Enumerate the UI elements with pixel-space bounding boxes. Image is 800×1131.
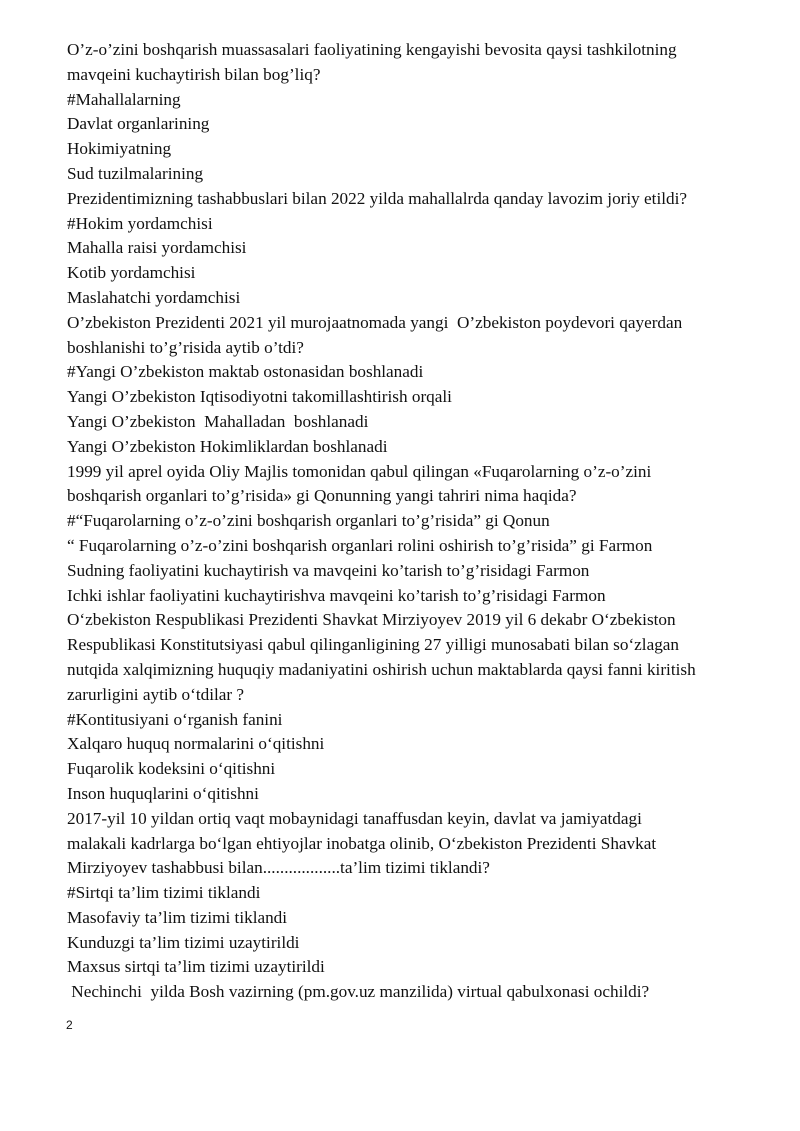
document-body — [67, 38, 767, 1005]
question-text: nutqida xalqimizning huquqiy madaniyatini oshirish uchun maktablarda qaysi fanni kiritish — [67, 659, 696, 679]
answer-option: Kotib yordamchisi — [67, 263, 196, 283]
answer-option: Yangi O’zbekiston Mahalladan boshlanadi — [67, 411, 369, 431]
answer-option: Xalqaro huquq normalarini o‘qitishni — [67, 734, 325, 754]
question-text: malakali kadrlarga bo‘lgan ehtiyojlar inobatga olinib, O‘zbekiston Prezidenti Shavkat — [67, 833, 657, 853]
answer-option: Inson huquqlarini o‘qitishni — [67, 783, 259, 803]
answer-option: Kunduzgi ta’lim tizimi uzaytirildi — [67, 932, 300, 952]
question-text: 2017-yil 10 yildan ortiq vaqt mobaynidagi tanaffusdan keyin, davlat va jamiyatdagi — [67, 808, 642, 828]
answer-option: Davlat organlarining — [67, 114, 210, 134]
answer-option: Maxsus sirtqi ta’lim tizimi uzaytirildi — [67, 957, 325, 977]
question-text: zarurligini aytib o‘tdilar ? — [67, 684, 245, 704]
answer-option: Fuqarolik kodeksini o‘qitishni — [67, 759, 276, 779]
answer-option: Yangi O’zbekiston Hokimliklardan boshlanadi — [67, 436, 388, 456]
correct-answer: #Hokim yordamchisi — [67, 213, 213, 233]
correct-answer: #“Fuqarolarning o’z-o’zini boshqarish organlari to’g’risida” gi Qonun — [67, 511, 550, 531]
answer-option: Ichki ishlar faoliyatini kuchaytirishva mavqeini ko’tarish to’g’risidagi Farmon — [67, 585, 606, 605]
question-text: Prezidentimizning tashabbuslari bilan 2022 yilda mahallalrda qanday lavozim joriy etildi? — [67, 188, 688, 208]
correct-answer: #Sirtqi ta’lim tizimi tiklandi — [67, 883, 261, 903]
answer-option: Hokimiyatning — [67, 139, 172, 159]
correct-answer: #Mahallalarning — [67, 89, 181, 109]
page-number: 2 — [66, 1018, 73, 1032]
question-text: Nechinchi yilda Bosh vazirning (pm.gov.uz manzilida) virtual qabulxonasi ochildi? — [67, 982, 650, 1002]
answer-option: Maslahatchi yordamchisi — [67, 287, 241, 307]
answer-option: Sudning faoliyatini kuchaytirish va mavqeini ko’tarish to’g’risidagi Farmon — [67, 560, 590, 580]
answer-option: Sud tuzilmalarining — [67, 163, 204, 183]
question-text: O‘zbekiston Respublikasi Prezidenti Shavkat Mirziyoyev 2019 yil 6 dekabr O‘zbekiston — [67, 610, 676, 630]
question-text: 1999 yil aprel oyida Oliy Majlis tomonidan qabul qilingan «Fuqarolarning o’z-o’zini — [67, 461, 652, 481]
question-text: O’z-o’zini boshqarish muassasalari faoliyatining kengayishi bevosita qaysi tashkilotning — [67, 40, 677, 59]
correct-answer: #Yangi O’zbekiston maktab ostonasidan boshlanadi — [67, 362, 424, 382]
answer-option: “ Fuqarolarning o’z-o’zini boshqarish organlari rolini oshirish to’g’risida” gi Farmon — [67, 535, 653, 555]
question-text: boshqarish organlari to’g’risida» gi Qonunning yangi tahriri nima haqida? — [67, 486, 577, 506]
question-text: O’zbekiston Prezidenti 2021 yil murojaatnomada yangi O’zbekiston poydevori qayerdan — [67, 312, 683, 332]
answer-option: Masofaviy ta’lim tizimi tiklandi — [67, 907, 288, 927]
correct-answer: #Kontitusiyani o‘rganish fanini — [67, 709, 283, 729]
answer-option: Mahalla raisi yordamchisi — [67, 238, 247, 258]
question-text: boshlanishi to’g’risida aytib o’tdi? — [67, 337, 304, 357]
answer-option: Yangi O’zbekiston Iqtisodiyotni takomillashtirish orqali — [67, 387, 452, 407]
question-text: mavqeini kuchaytirish bilan bog’liq? — [67, 64, 321, 84]
question-text: Mirziyoyev tashabbusi bilan..................ta’lim tizimi tiklandi? — [67, 858, 490, 878]
question-text: Respublikasi Konstitutsiyasi qabul qilinganligining 27 yilligi munosabati bilan so‘zlagan — [67, 635, 680, 655]
